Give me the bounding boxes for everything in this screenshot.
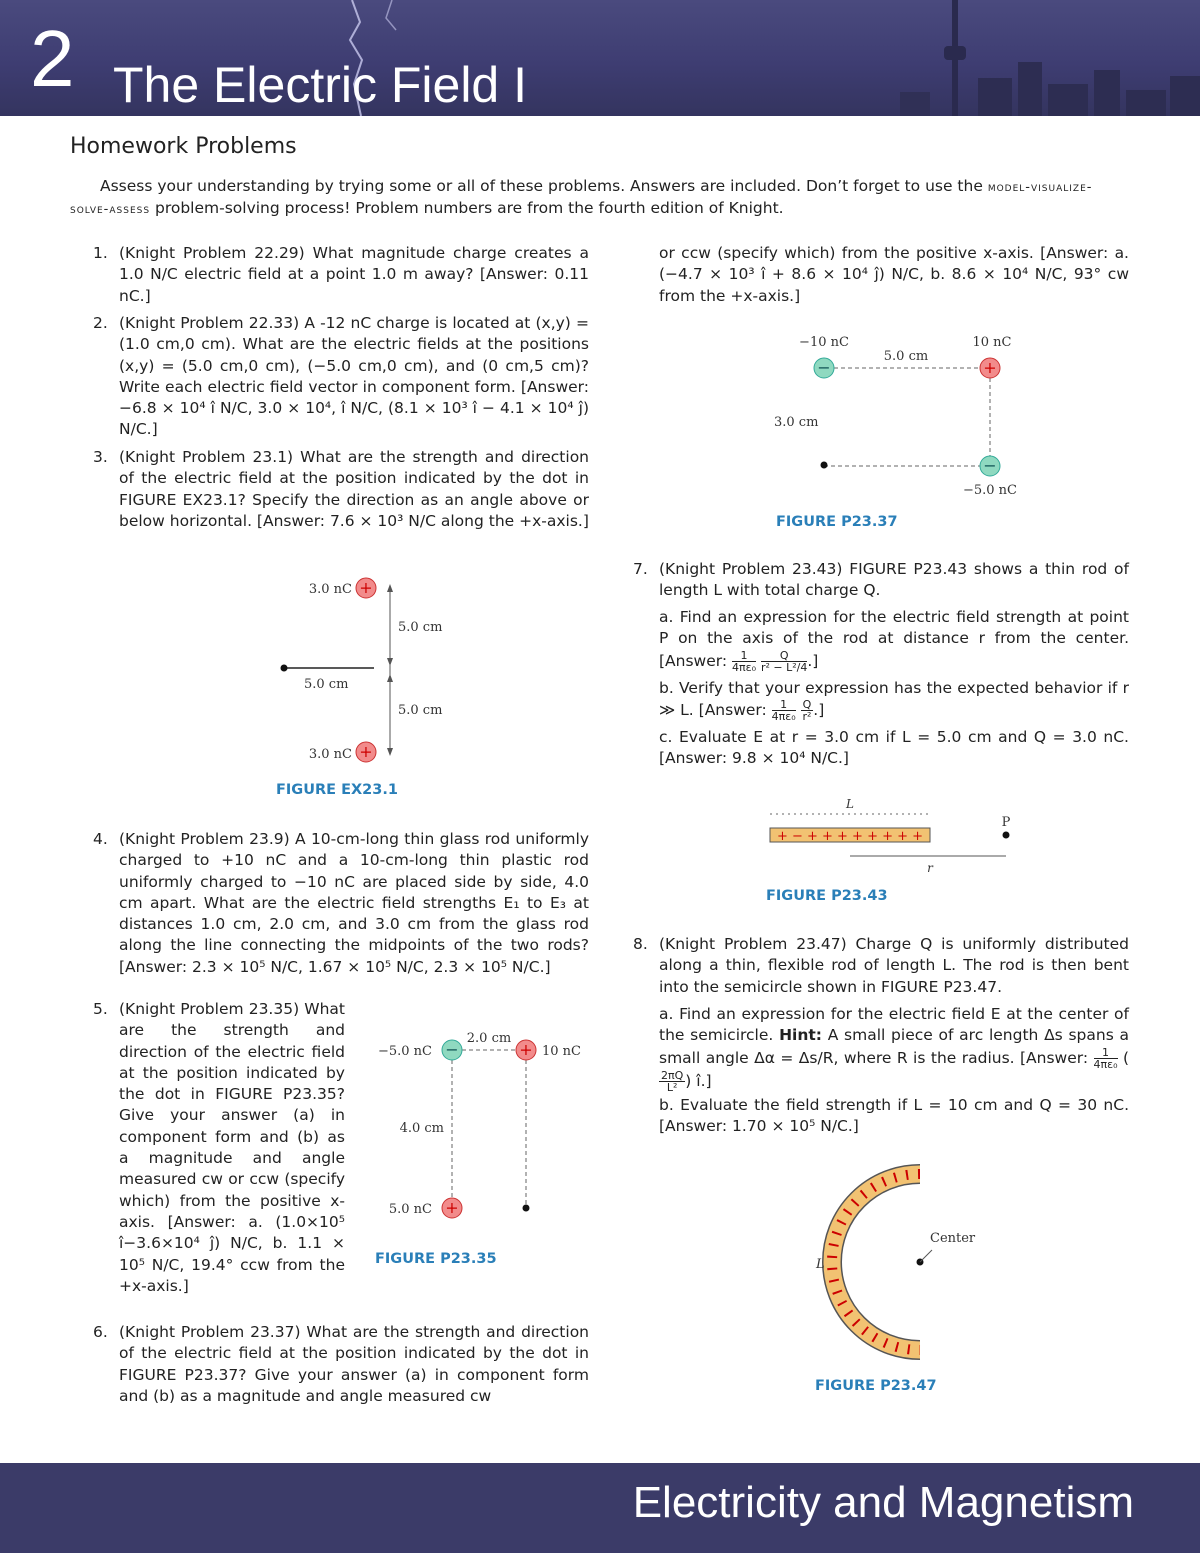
distance-label-3: 5.0 cm bbox=[304, 677, 349, 692]
problem-text: (Knight Problem 22.29) What magnitude charge creates a 1.0 N/C electric field at a point 1.0 m away? [Answer: 0.11 nC.] bbox=[119, 244, 589, 305]
problem-number: 8. bbox=[633, 935, 648, 953]
chapter-title: The Electric Field I bbox=[113, 57, 528, 113]
problem-number: 3. bbox=[93, 448, 108, 466]
fraction: $\frac{Q}{\text{r²}}$ bbox=[802, 698, 812, 724]
distance-label-1: 2.0 cm bbox=[466, 1031, 512, 1046]
problem-7b bbox=[659, 678, 1129, 722]
distance-label-1: 5.0 cm bbox=[398, 620, 443, 635]
figure-p23-37 bbox=[770, 326, 1040, 506]
figure-caption-p23-35: FIGURE P23.35 bbox=[375, 1251, 497, 1267]
problem-number: 4. bbox=[93, 830, 108, 848]
problem-7a bbox=[659, 607, 1129, 673]
problem-1 bbox=[93, 243, 589, 307]
part-a-text: a. Find an expression for the electric field strength at point P on the axis of the rod at distance r from the center. [Answer: bbox=[659, 608, 1129, 670]
charge-label-bottom: 3.0 nC bbox=[308, 747, 352, 762]
charge-label-3: 5.0 nC bbox=[388, 1202, 432, 1217]
field-point-dot bbox=[821, 462, 828, 469]
intro-text-b: problem-solving process! Problem numbers are from the fourth edition of Knight. bbox=[150, 199, 784, 217]
center-label: Center bbox=[930, 1231, 976, 1246]
charge-label-1: −5.0 nC bbox=[377, 1044, 432, 1059]
problem-number: 1. bbox=[93, 244, 108, 262]
charge-label-3: −5.0 nC bbox=[962, 483, 1018, 498]
problem-6 bbox=[93, 1322, 589, 1407]
length-label: L bbox=[846, 797, 854, 811]
intro-text-a: Assess your understanding by trying some or all of these problems. Answers are included. Don’t forget to use the bbox=[100, 177, 988, 195]
figure-p23-47 bbox=[800, 1160, 1010, 1360]
problem-8a: a. Find an expression for the electric field E at the center of the semicircle. Hint: A small piece of arc length Δs spans a small angle Δα = Δs/R, where R is the radius. [Answer: $\frac{1}{\text{4πε₀}}$ ( $\frac{2\pi Q}{\text{L²}}$ ) î.] bbox=[659, 1005, 1130, 1094]
intro-paragraph bbox=[70, 176, 1130, 220]
figure-p23-43 bbox=[760, 790, 1030, 880]
problem-text: (Knight Problem 22.33) A -12 nC charge is located at (x,y) = (1.0 cm,0 cm). What are the electric fields at the positions (x,y) = (5.0 cm,0 cm), (−5.0 cm,0 cm), and (0 cm,5 cm)? Write each electric field vector in component form. [Answer: −6.8 × 10⁴ î N/C, 3.0 × 10⁴, î N/C, (8.1 × 10³ î − 4.1 × 10⁴ ĵ) N/C.] bbox=[119, 314, 589, 439]
charge-label-2: 10 nC bbox=[542, 1044, 581, 1059]
distance-label-2: 3.0 cm bbox=[774, 415, 819, 430]
plus-sign: + bbox=[445, 1198, 459, 1217]
distance-label-2: 5.0 cm bbox=[398, 703, 443, 718]
part-a-pre: a. Find an expression for the electric field E at the center of the semicircle. bbox=[659, 1005, 1129, 1045]
fraction: $\frac{1}{\text{4πε₀}}$ bbox=[1093, 1045, 1118, 1071]
field-point-dot bbox=[523, 1205, 530, 1212]
figure-p23-35 bbox=[372, 1020, 592, 1220]
problem-7c bbox=[659, 727, 1129, 770]
problem-4 bbox=[93, 829, 589, 978]
field-point-dot bbox=[281, 665, 288, 672]
hint-label: Hint: bbox=[779, 1026, 822, 1045]
problem-number: 2. bbox=[93, 314, 108, 332]
problem-8 bbox=[633, 934, 1129, 998]
figure-caption-p23-47: FIGURE P23.47 bbox=[815, 1378, 937, 1394]
distance-label: r bbox=[927, 861, 933, 875]
footer-title: Electricity and Magnetism bbox=[632, 1478, 1134, 1527]
field-point-dot bbox=[1003, 832, 1010, 839]
problem-text: (Knight Problem 23.35) What are the strength and direction of the electric field at the position indicated by the dot in FIGURE P23.35? Give your answer (a) in component form and (b) as a magnitude and angle measured cw or ccw (specify which) from the positive x-axis. [Answer: a. (1.0×10⁵ î−3.6×10⁴ ĵ) N/C, b. 1.1 × 10⁵ N/C, 19.4° ccw from the +x-axis.] bbox=[119, 1000, 345, 1295]
distance-label-1: 5.0 cm bbox=[883, 349, 929, 364]
problem-text: (Knight Problem 23.47) Charge Q is uniformly distributed along a thin, flexible rod of length L. The rod is then bent into the semicircle shown in FIGURE P23.47. bbox=[659, 935, 1129, 996]
problem-text: or ccw (specify which) from the positive x-axis. [Answer: a. (−4.7 × 10³ î + 8.6 × 10⁴ ĵ) N/C, b. 8.6 × 10⁴ N/C, 93° cw from the +x-axis.] bbox=[659, 244, 1129, 305]
part-a-end: .] bbox=[807, 651, 819, 670]
problem-8b bbox=[659, 1095, 1129, 1138]
charge-label-2: 10 nC bbox=[972, 335, 1012, 350]
part-b-text: b. Evaluate the field strength if L = 10 cm and Q = 30 nC. [Answer: 1.70 × 10⁵ N/C.] bbox=[659, 1096, 1129, 1136]
plus-sign: + bbox=[983, 358, 997, 377]
fraction: $\frac{2\pi Q}{\text{L²}}$ bbox=[661, 1068, 684, 1094]
problem-text: (Knight Problem 23.43) FIGURE P23.43 shows a thin rod of length L with total charge Q. bbox=[659, 560, 1129, 600]
problem-number: 7. bbox=[633, 560, 648, 578]
fraction: $\frac{Q}{\text{r² − L²/4}}$ bbox=[760, 648, 808, 674]
figure-ex23-1 bbox=[270, 570, 460, 770]
fraction: $\frac{1}{\text{4πε₀}}$ bbox=[732, 648, 757, 674]
rod-charges: + − + + + + + + + + bbox=[776, 829, 924, 844]
figure-caption-p23-43: FIGURE P23.43 bbox=[766, 888, 888, 904]
problem-5 bbox=[93, 999, 345, 1297]
part-c-text: c. Evaluate E at r = 3.0 cm if L = 5.0 cm and Q = 3.0 nC. [Answer: 9.8 × 10⁴ N/C.] bbox=[659, 728, 1129, 768]
distance-label-2: 4.0 cm bbox=[399, 1121, 444, 1136]
problem-number: 5. bbox=[93, 1000, 108, 1018]
part-a-post: A small piece of arc length Δs spans a small angle Δα = Δs/R, where R is the radius. [Answer: bbox=[659, 1026, 1130, 1067]
figure-caption-ex23-1: FIGURE EX23.1 bbox=[276, 782, 398, 798]
problem-2 bbox=[93, 313, 589, 441]
part-b-end: .] bbox=[813, 701, 825, 720]
minus-sign: − bbox=[817, 358, 831, 377]
chapter-number: 2 bbox=[30, 14, 75, 103]
plus-sign: + bbox=[359, 742, 373, 761]
problem-6-continued bbox=[659, 243, 1129, 307]
plus-sign: + bbox=[359, 578, 373, 597]
figure-caption-p23-37: FIGURE P23.37 bbox=[776, 514, 898, 530]
problem-7 bbox=[633, 559, 1129, 602]
minus-sign: − bbox=[445, 1040, 459, 1059]
problem-number: 6. bbox=[93, 1323, 108, 1341]
problem-3 bbox=[93, 447, 589, 532]
part-b-text: b. Verify that your expression has the expected behavior if r ≫ L. [Answer: bbox=[659, 679, 1129, 720]
chapter-header bbox=[0, 0, 1200, 116]
point-label: P bbox=[1001, 815, 1011, 830]
charge-label-top: 3.0 nC bbox=[308, 582, 352, 597]
problem-text: (Knight Problem 23.37) What are the strength and direction of the electric field at the position indicated by the dot in FIGURE P23.37? Give your answer (a) in component form and (b) as a magnitude and angle measured cw bbox=[119, 1323, 589, 1405]
charge-label-1: −10 nC bbox=[799, 335, 849, 350]
problem-text: (Knight Problem 23.1) What are the strength and direction of the electric field at the position indicated by the dot in FIGURE EX23.1? Specify the direction as an angle above or below horizontal. [Answer: 7.6 × 10³ N/C along the +x-axis.] bbox=[119, 448, 589, 530]
problem-text: (Knight Problem 23.9) A 10-cm-long thin glass rod uniformly charged to +10 nC and a 10-cm-long thin plastic rod uniformly charged to −10 nC are placed side by side, 4.0 cm apart. What are the electric field strengths E₁ to E₃ at distances 1.0 cm, 2.0 cm, and 3.0 cm from the glass rod along the line connecting the midpoints of the two rods? [Answer: 2.3 × 10⁵ N/C, 1.67 × 10⁵ N/C, 2.3 × 10⁵ N/C.] bbox=[119, 830, 589, 976]
part-a-end: î.] bbox=[696, 1071, 712, 1090]
fraction: $\frac{1}{\text{4πε₀}}$ bbox=[771, 698, 796, 724]
length-label: L bbox=[816, 1257, 825, 1272]
plus-sign: + bbox=[519, 1040, 533, 1059]
minus-sign: − bbox=[983, 456, 997, 475]
intro-smallcaps: model-visualize-solve-assess bbox=[70, 180, 1093, 217]
section-title: Homework Problems bbox=[70, 134, 297, 159]
